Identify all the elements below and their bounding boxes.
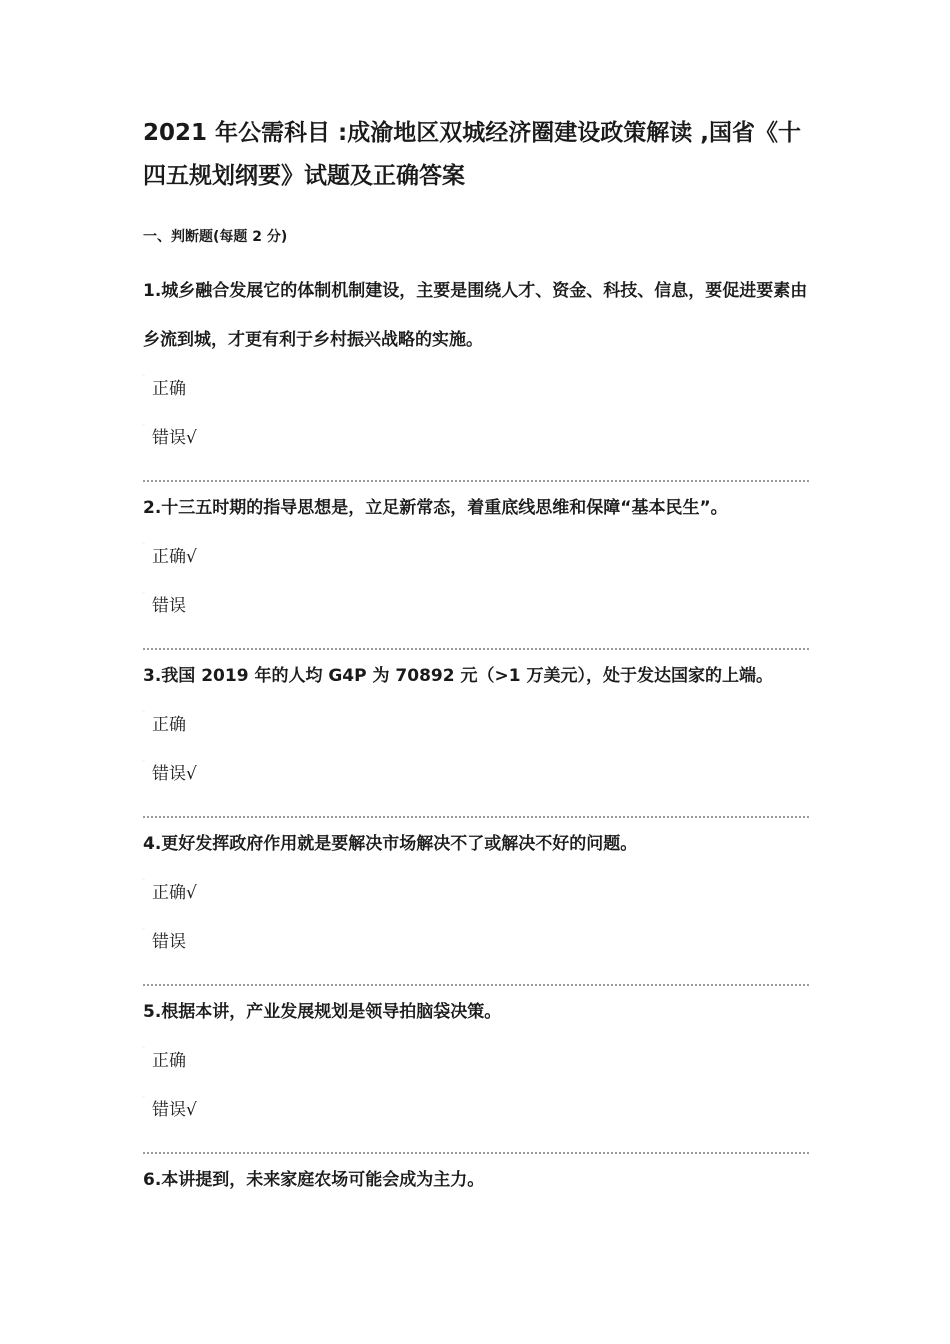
option-correct[interactable]: [143, 365, 815, 414]
option-label: 错误√: [152, 1100, 197, 1120]
question-text: 2.十三五时期的指导思想是，立足新常态，着重底线思维和保障“基本民生”。: [143, 498, 728, 518]
option-wrong[interactable]: [143, 1086, 815, 1135]
option-marker-icon: ·: [143, 1094, 145, 1101]
option-label: 正确√: [152, 883, 197, 903]
document-title: 2021 年公需科目 :成渝地区双城经济圈建设政策解读 ,国省《十四五规划纲要》试题及正确答案: [143, 120, 801, 189]
question-text: 1.城乡融合发展它的体制机制建设，主要是围绕人才、资金、科技、信息，要促进要素由乡流到城，才更有利于乡村振兴战略的实施。: [143, 281, 808, 350]
option-wrong[interactable]: [143, 414, 815, 463]
question-text: 5.根据本讲，产业发展规划是领导拍脑袋决策。: [143, 1002, 502, 1022]
option-wrong[interactable]: [143, 750, 815, 799]
question-text: 6.本讲提到，未来家庭农场可能会成为主力。: [143, 1170, 485, 1190]
option-marker-icon: ·: [143, 758, 145, 765]
question-3: [143, 652, 815, 799]
question-1: [143, 267, 815, 463]
question-text: 3.我国 2019 年的人均 G4P 为 70892 元（>1 万美元），处于发达国家的上端。: [143, 666, 773, 686]
option-wrong[interactable]: [143, 918, 815, 967]
option-label: 正确: [152, 715, 186, 735]
question-6: [143, 1156, 815, 1205]
question-divider: [143, 984, 809, 986]
question-text: 4.更好发挥政府作用就是要解决市场解决不了或解决不好的问题。: [143, 834, 638, 854]
option-label: 错误√: [152, 764, 197, 784]
question-4: [143, 820, 815, 967]
option-correct[interactable]: [143, 869, 815, 918]
option-correct[interactable]: [143, 1037, 815, 1086]
option-label: 错误√: [152, 428, 197, 448]
option-marker-icon: ·: [143, 926, 145, 933]
option-marker-icon: ·: [143, 422, 145, 429]
option-label: 正确: [152, 379, 186, 399]
option-correct[interactable]: [143, 533, 815, 582]
option-marker-icon: ·: [143, 1045, 145, 1052]
question-2: [143, 484, 815, 631]
question-divider: [143, 1152, 809, 1154]
option-label: 错误: [152, 932, 186, 952]
question-5: [143, 988, 815, 1135]
option-label: 正确: [152, 1051, 186, 1071]
option-marker-icon: ·: [143, 709, 145, 716]
option-marker-icon: ·: [143, 590, 145, 597]
question-divider: [143, 480, 809, 482]
option-marker-icon: ·: [143, 877, 145, 884]
option-marker-icon: ·: [143, 373, 145, 380]
option-correct[interactable]: [143, 701, 815, 750]
option-label: 正确√: [152, 547, 197, 567]
section-heading: 一、判断题(每题 2 分): [143, 229, 288, 245]
option-wrong[interactable]: [143, 582, 815, 631]
question-divider: [143, 816, 809, 818]
option-marker-icon: ·: [143, 541, 145, 548]
question-divider: [143, 648, 809, 650]
option-label: 错误: [152, 596, 186, 616]
